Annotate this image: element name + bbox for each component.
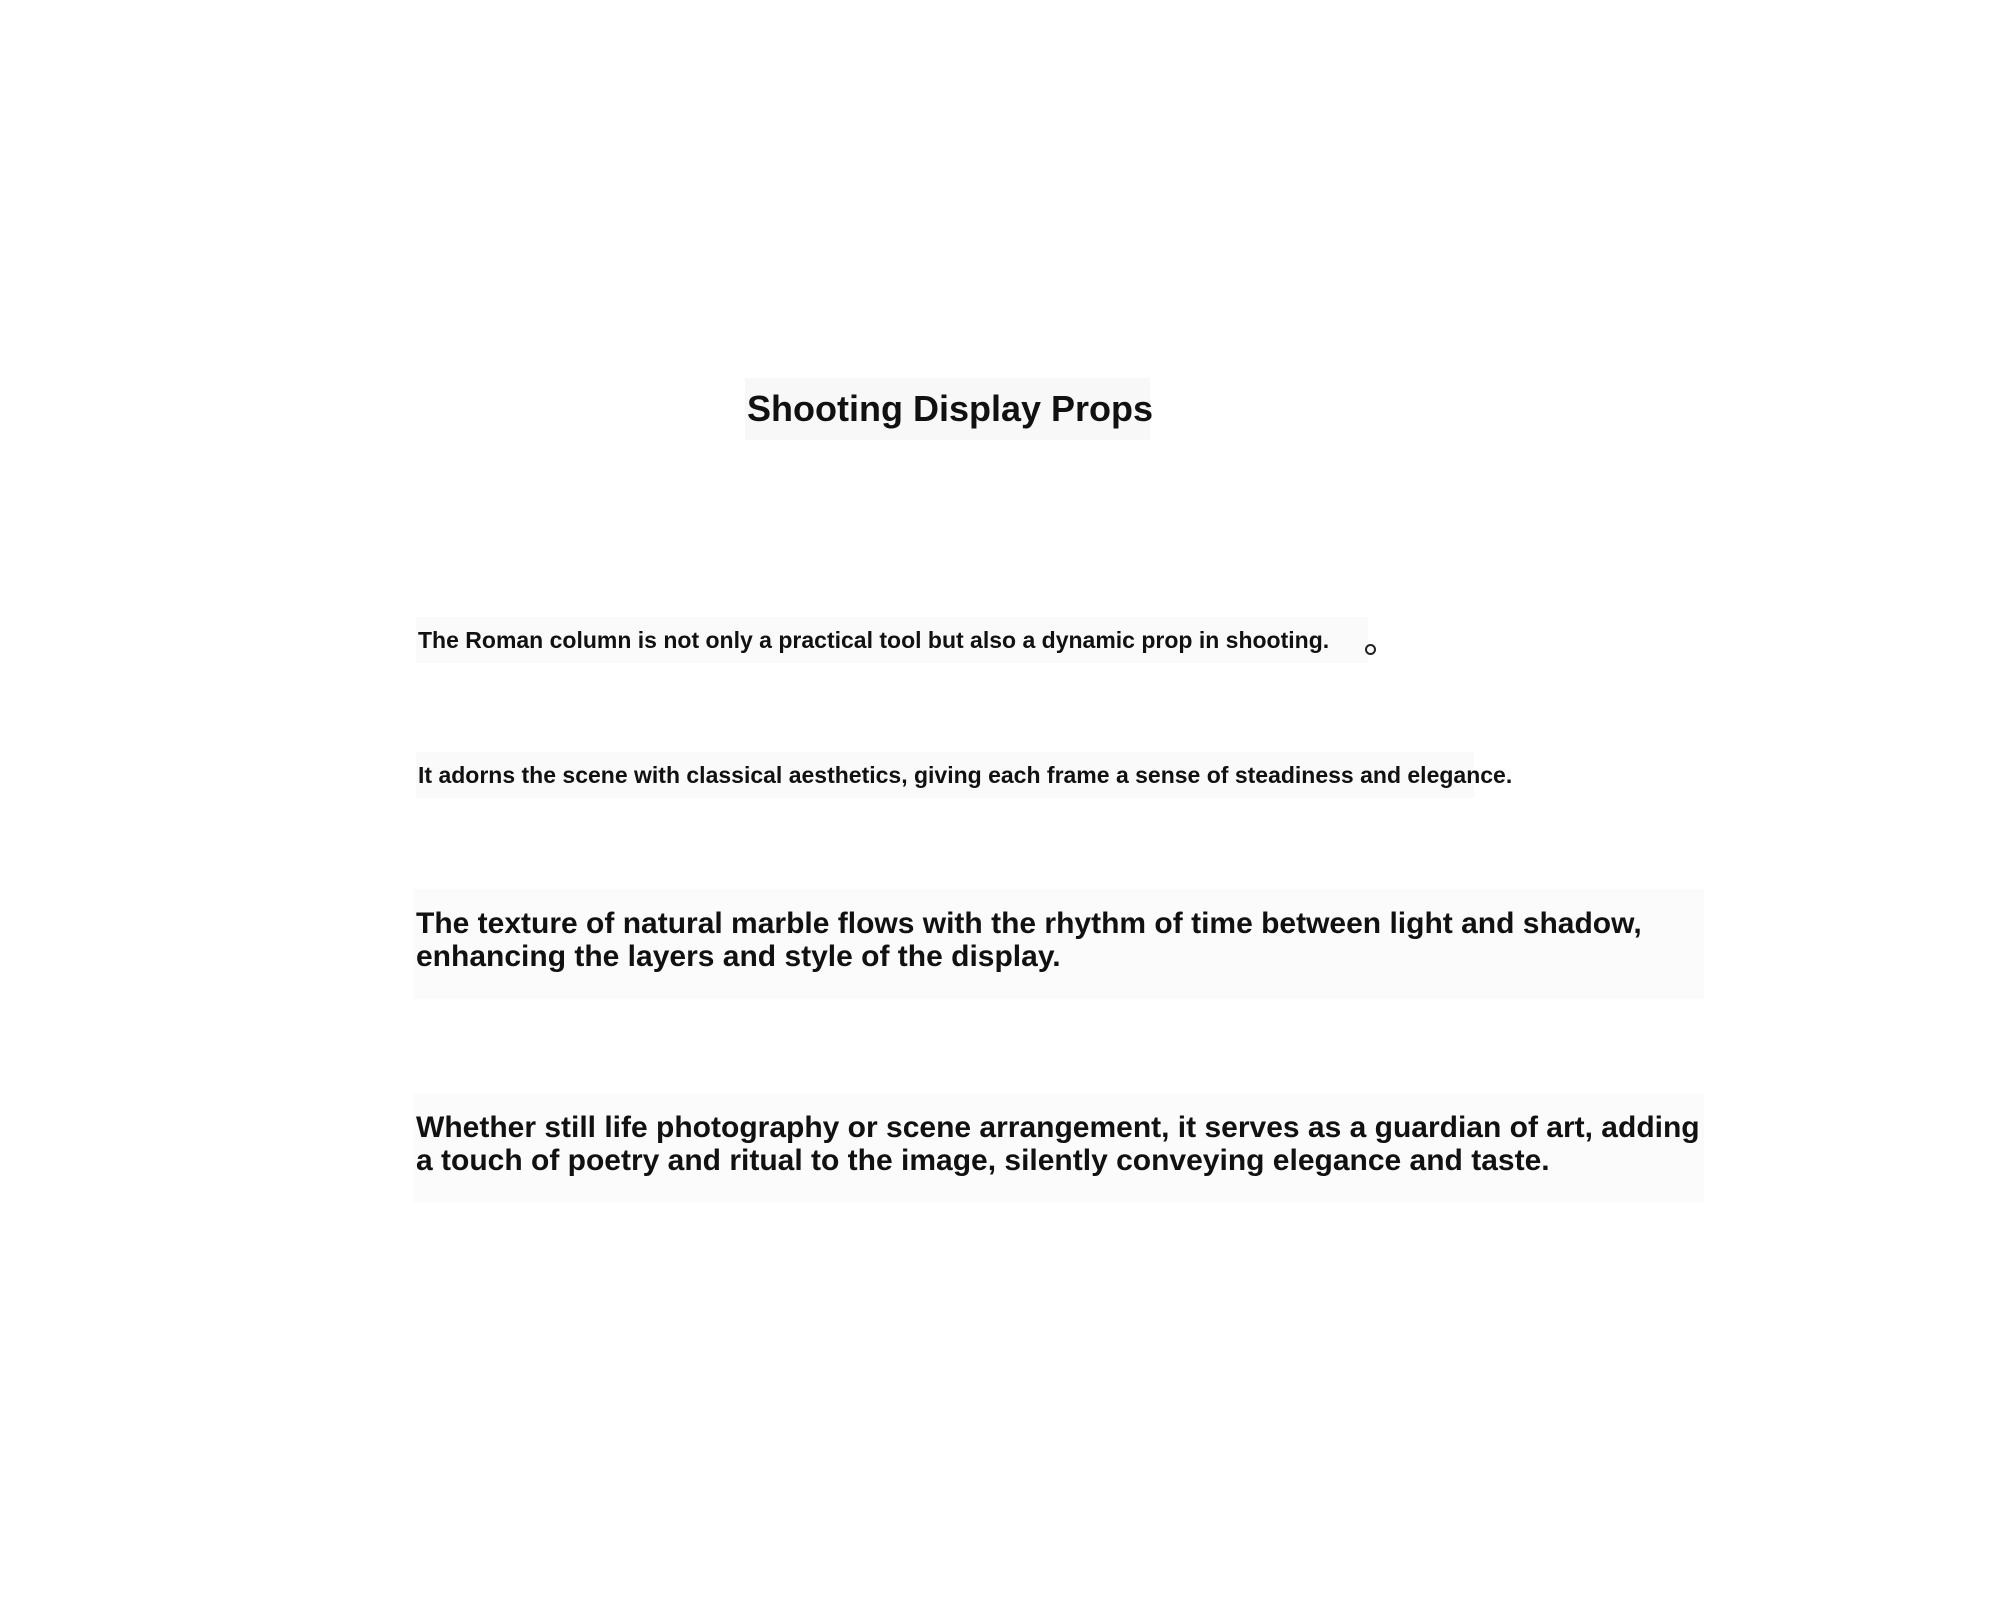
text-line-1: The Roman column is not only a practical tool but also a dynamic prop in shooting. xyxy=(416,617,1368,663)
page-title: Shooting Display Props xyxy=(745,378,1150,440)
text-line-2: It adorns the scene with classical aesthetics, giving each frame a sense of steadiness and elegance. xyxy=(416,752,1474,798)
text-paragraph-1: The texture of natural marble flows with the rhythm of time between light and shadow, enhancing the layers and style of the display. xyxy=(414,889,1704,999)
mouse-pointer-icon xyxy=(1365,644,1376,655)
text-paragraph-2: Whether still life photography or scene arrangement, it serves as a guardian of art, adding a touch of poetry and ritual to the image, silently conveying elegance and taste. xyxy=(414,1093,1704,1203)
